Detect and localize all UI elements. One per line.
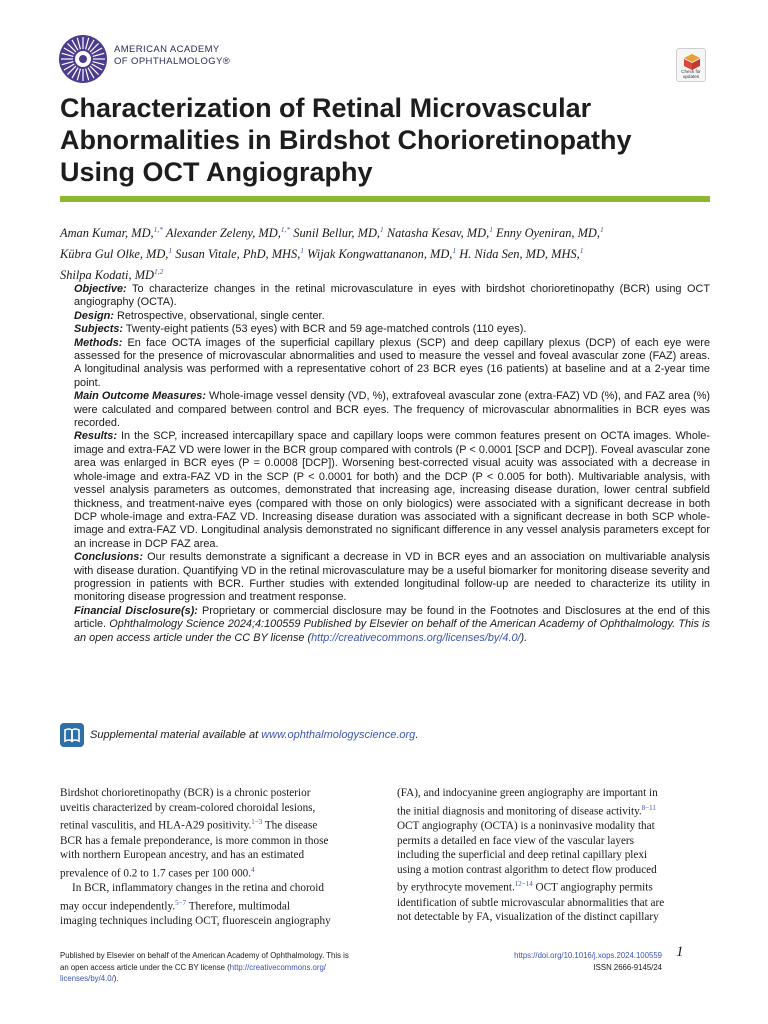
doi-link[interactable]: https://doi.org/10.1016/j.xops.2024.100559	[514, 951, 662, 960]
body-text: the initial diagnosis and monitoring of disease activity.	[397, 805, 642, 818]
body-text-line	[60, 881, 373, 896]
body-text: OCT angiography permits	[532, 882, 653, 895]
conclusions-label: Conclusions:	[74, 551, 143, 564]
author-name: H. Nida Sen, MD, MHS,	[456, 247, 580, 262]
check-badge-label: Check for updates	[681, 69, 701, 79]
body-text-line	[60, 834, 373, 849]
body-text: BCR has a female preponderance, is more common in those	[60, 834, 329, 847]
methods-text: En face OCTA images of the superficial capillary plexus (SCP) and deep capillary plexus (DCP) of each eye were assessed for the presence of microvascular abnormalities and used to measure the vessel and foveal avascular zone (FAZ) areas. A longitudinal analysis was performed with a representative cohort of 23 BCR eyes (16 patients) at baseline and at a 2-year time point.	[74, 336, 710, 389]
footer-license-link-a[interactable]: http://creativecommons.org/	[229, 962, 326, 972]
author-affiliation-ref[interactable]: 1	[599, 225, 604, 234]
issn: ISSN 2666-9145/24	[593, 962, 662, 972]
body-text-line	[60, 848, 373, 863]
author-affiliation-ref[interactable]: 1	[380, 225, 384, 234]
footer-line-1: Published by Elsevier on behalf of the American Academy of Ophthalmology. This is	[60, 951, 349, 960]
body-text: retinal vasculitis, and HLA-A29 positivity.	[60, 819, 252, 832]
methods-label: Methods:	[74, 336, 123, 349]
footer-line-2-text: an open access article under the CC BY license (	[60, 962, 230, 972]
body-text: using a motion contrast algorithm to detect flow produced	[397, 863, 657, 876]
body-text-line	[60, 896, 373, 914]
org-line-2: OF OPHTHALMOLOGY®	[114, 56, 231, 67]
body-text-line	[397, 834, 710, 849]
body-text: The disease	[262, 819, 318, 832]
license-link[interactable]: http://creativecommons.org/licenses/by/4.0/	[311, 631, 521, 644]
abstract-objective	[60, 283, 710, 310]
author-affiliation-ref[interactable]: 1,*	[153, 225, 163, 234]
body-text-line	[397, 877, 710, 895]
body-text-line	[60, 815, 373, 833]
author-affiliation-ref[interactable]: 1,2	[153, 267, 164, 277]
footer-license-link-b[interactable]: licenses/by/4.0/	[60, 974, 114, 983]
body-text: with northern European ancestry, and has an estimated	[60, 849, 305, 862]
citation-ref[interactable]: 4	[251, 865, 255, 874]
objective-text: To characterize changes in the retinal microvasculature in eyes with birdshot chorioretinopathy (BCR) using OCT angiography (OCTA).	[74, 283, 710, 309]
objective-label: Objective:	[74, 283, 127, 295]
body-text-line	[397, 896, 710, 911]
subjects-label: Subjects:	[74, 323, 124, 336]
body-text: Birdshot chorioretinopathy (BCR) is a chronic posterior	[60, 787, 311, 799]
author-name: Alexander Zeleny, MD,	[163, 226, 281, 241]
citation-ref[interactable]: 12−14	[514, 880, 533, 889]
organization-name	[114, 44, 230, 68]
design-label: Design:	[74, 309, 114, 322]
citation-ref[interactable]: 8−11	[641, 803, 656, 812]
abstract-results	[60, 430, 710, 551]
citation-ref[interactable]: 1−3	[251, 818, 263, 827]
body-text-line	[60, 801, 373, 816]
aao-logo-icon	[58, 34, 108, 84]
abstract-methods	[60, 337, 710, 391]
author-name: Kübra Gul Olke, MD,	[60, 247, 169, 262]
body-text: OCT angiography (OCTA) is a noninvasive modality that	[397, 819, 655, 832]
body-text: identification of subtle microvascular abnormalities that are	[397, 896, 665, 909]
author-list	[60, 221, 720, 284]
body-text-line	[60, 786, 373, 801]
page-number: 1	[676, 944, 684, 960]
body-text: may occur independently.	[60, 900, 176, 913]
abstract-subjects	[60, 323, 710, 336]
footer-line-2	[60, 962, 390, 974]
results-label: Results:	[74, 430, 117, 443]
author-name: Natasha Kesav, MD,	[383, 226, 490, 241]
body-text: Therefore, multimodal	[186, 900, 290, 913]
outcomes-text: Whole-image vessel density (VD, %), extrafoveal avascular zone (extra-FAZ) VD (%), and FAZ area (%) were calculated and compared between control and BCR eyes. The frequency of microvascular abnormalities in BCR eyes was recorded.	[74, 390, 710, 430]
author-line-2	[60, 242, 720, 263]
author-name: Shilpa Kodati, MD	[60, 268, 154, 283]
disclosure-text: Proprietary or commercial disclosure may be found in the Footnotes and Disclosures at the end of this article.	[74, 604, 710, 631]
abstract-conclusions	[60, 551, 710, 605]
results-text: In the SCP, increased intercapillary space and capillary loops were common features present on OCTA images. Whole-image and extra-FAZ VD were lower in the BCR group compared with controls (P < 0.0001 [SCP and DCP]). Foveal avascular zone area was enlarged in BCR eyes (P = 0.0008 [DCP]). Worsening best-corrected visual acuity was associated with a decrease in whole-image and extra-FAZ VD in the SCP (P < 0.0001 for both) and the DCP (P < 0.005 for both). Multivariable analysis, with vessel analysis parameters as outcomes, demonstrated that increasing age, increasing disease duration, lower central subfield thickness, and treatment-naive eyes (compared with those on only biologics) were associated with a significant decrease in both DCP whole-image and extra-FAZ VD. Increasing disease duration was associated with a significant decrease in both SCP whole-image and extra-FAZ VD. Longitudinal analysis demonstrated no significant difference in any vessel analysis parameters except for an increase in DCP FAZ area.	[74, 430, 710, 550]
author-affiliation-ref[interactable]: 1	[168, 246, 173, 256]
abstract	[60, 283, 710, 645]
author-line-3	[60, 263, 720, 284]
author-affiliation-ref[interactable]: 1	[452, 246, 457, 256]
citation-text: Ophthalmology Science 2024;4:100559 Published by Elsevier on behalf of the American Academy of Ophthalmology. This is an open access article under the CC BY license (	[74, 618, 710, 644]
title-line-3: Using OCT Angiography	[60, 157, 373, 187]
body-text-line	[397, 819, 710, 834]
body-text-line	[60, 914, 373, 929]
supplemental-note	[60, 723, 710, 749]
author-name: Aman Kumar, MD,	[60, 226, 154, 241]
conclusions-text: Our results demonstrate a significant a decrease in VD in BCR eyes and an association on multivariable analysis with disease duration. Quantifying VD in the retinal microvasculature may be a useful biomarker for monitoring disease severity and progression in patients with BCR. Further studies with extended longitudinal follow-up are needed to characterize its utility in monitoring disease progression and treatment response.	[74, 551, 710, 604]
title-divider	[60, 196, 710, 202]
body-text-line	[397, 863, 710, 878]
author-name: Wijak Kongwattananon, MD,	[304, 247, 453, 262]
title-line-1: Characterization of Retinal Microvascular	[60, 93, 592, 123]
body-text: including the superficial and deep retinal capillary plexi	[397, 849, 648, 862]
author-affiliation-ref[interactable]: 1	[579, 246, 584, 256]
body-text: not detectable by FA, visualization of the distinct capillary	[397, 911, 659, 924]
body-text-line	[60, 863, 373, 881]
author-name: Enny Oyeniran, MD,	[492, 226, 600, 241]
article-title	[60, 92, 720, 188]
author-affiliation-ref[interactable]: 1	[300, 246, 305, 256]
body-text: by erythrocyte movement.	[397, 882, 515, 895]
author-name: Sunil Bellur, MD,	[290, 226, 380, 241]
author-line-1	[60, 221, 720, 242]
body-text: prevalence of 0.2 to 1.7 cases per 100 000.	[60, 867, 252, 880]
body-text-line	[397, 801, 710, 819]
body-text: imaging techniques including OCT, fluorescein angiography	[60, 914, 331, 927]
body-text-line	[397, 910, 710, 925]
body-text: (FA), and indocyanine green angiography are important in	[397, 787, 658, 799]
body-column-right	[397, 786, 710, 925]
footer-identifiers	[430, 950, 662, 973]
org-line-1: AMERICAN ACADEMY	[114, 44, 220, 55]
design-text: Retrospective, observational, single center.	[113, 309, 325, 322]
book-icon	[60, 723, 84, 747]
supplemental-label: Supplemental material available at	[90, 729, 262, 741]
author-name: Susan Vitale, PhD, MHS,	[172, 247, 301, 262]
title-line-2: Abnormalities in Birdshot Chorioretinopathy	[60, 125, 632, 155]
abstract-disclosure	[60, 605, 710, 645]
footer-line-3	[60, 973, 390, 985]
footer-license	[60, 950, 390, 985]
abstract-outcomes	[60, 390, 710, 430]
abstract-design	[60, 310, 710, 323]
footer-line-3-end: ).	[113, 974, 119, 983]
body-text: uveitis characterized by cream-colored choroidal lesions,	[60, 801, 316, 814]
author-affiliation-ref[interactable]: 1	[489, 225, 493, 234]
journal-link[interactable]: www.ophthalmologyscience.org	[261, 729, 416, 741]
author-affiliation-ref[interactable]: 1,*	[280, 225, 291, 234]
body-column-left	[60, 786, 373, 929]
supplemental-end: .	[415, 729, 419, 741]
check-for-updates-badge[interactable]	[676, 48, 706, 82]
outcomes-label: Main Outcome Measures:	[74, 390, 206, 403]
body-text: In BCR, inflammatory changes in the retina and choroid	[72, 882, 324, 895]
subjects-text: Twenty-eight patients (53 eyes) with BCR and 59 age-matched controls (110 eyes).	[123, 323, 527, 336]
disclosure-label: Financial Disclosure(s):	[74, 604, 198, 617]
supplemental-text	[90, 729, 418, 741]
citation-ref[interactable]: 5−7	[175, 898, 187, 907]
body-text: permits a detailed en face view of the vascular layers	[397, 834, 635, 847]
citation-end: ).	[520, 631, 528, 644]
body-text-line	[397, 848, 710, 863]
body-text-line	[397, 786, 710, 801]
